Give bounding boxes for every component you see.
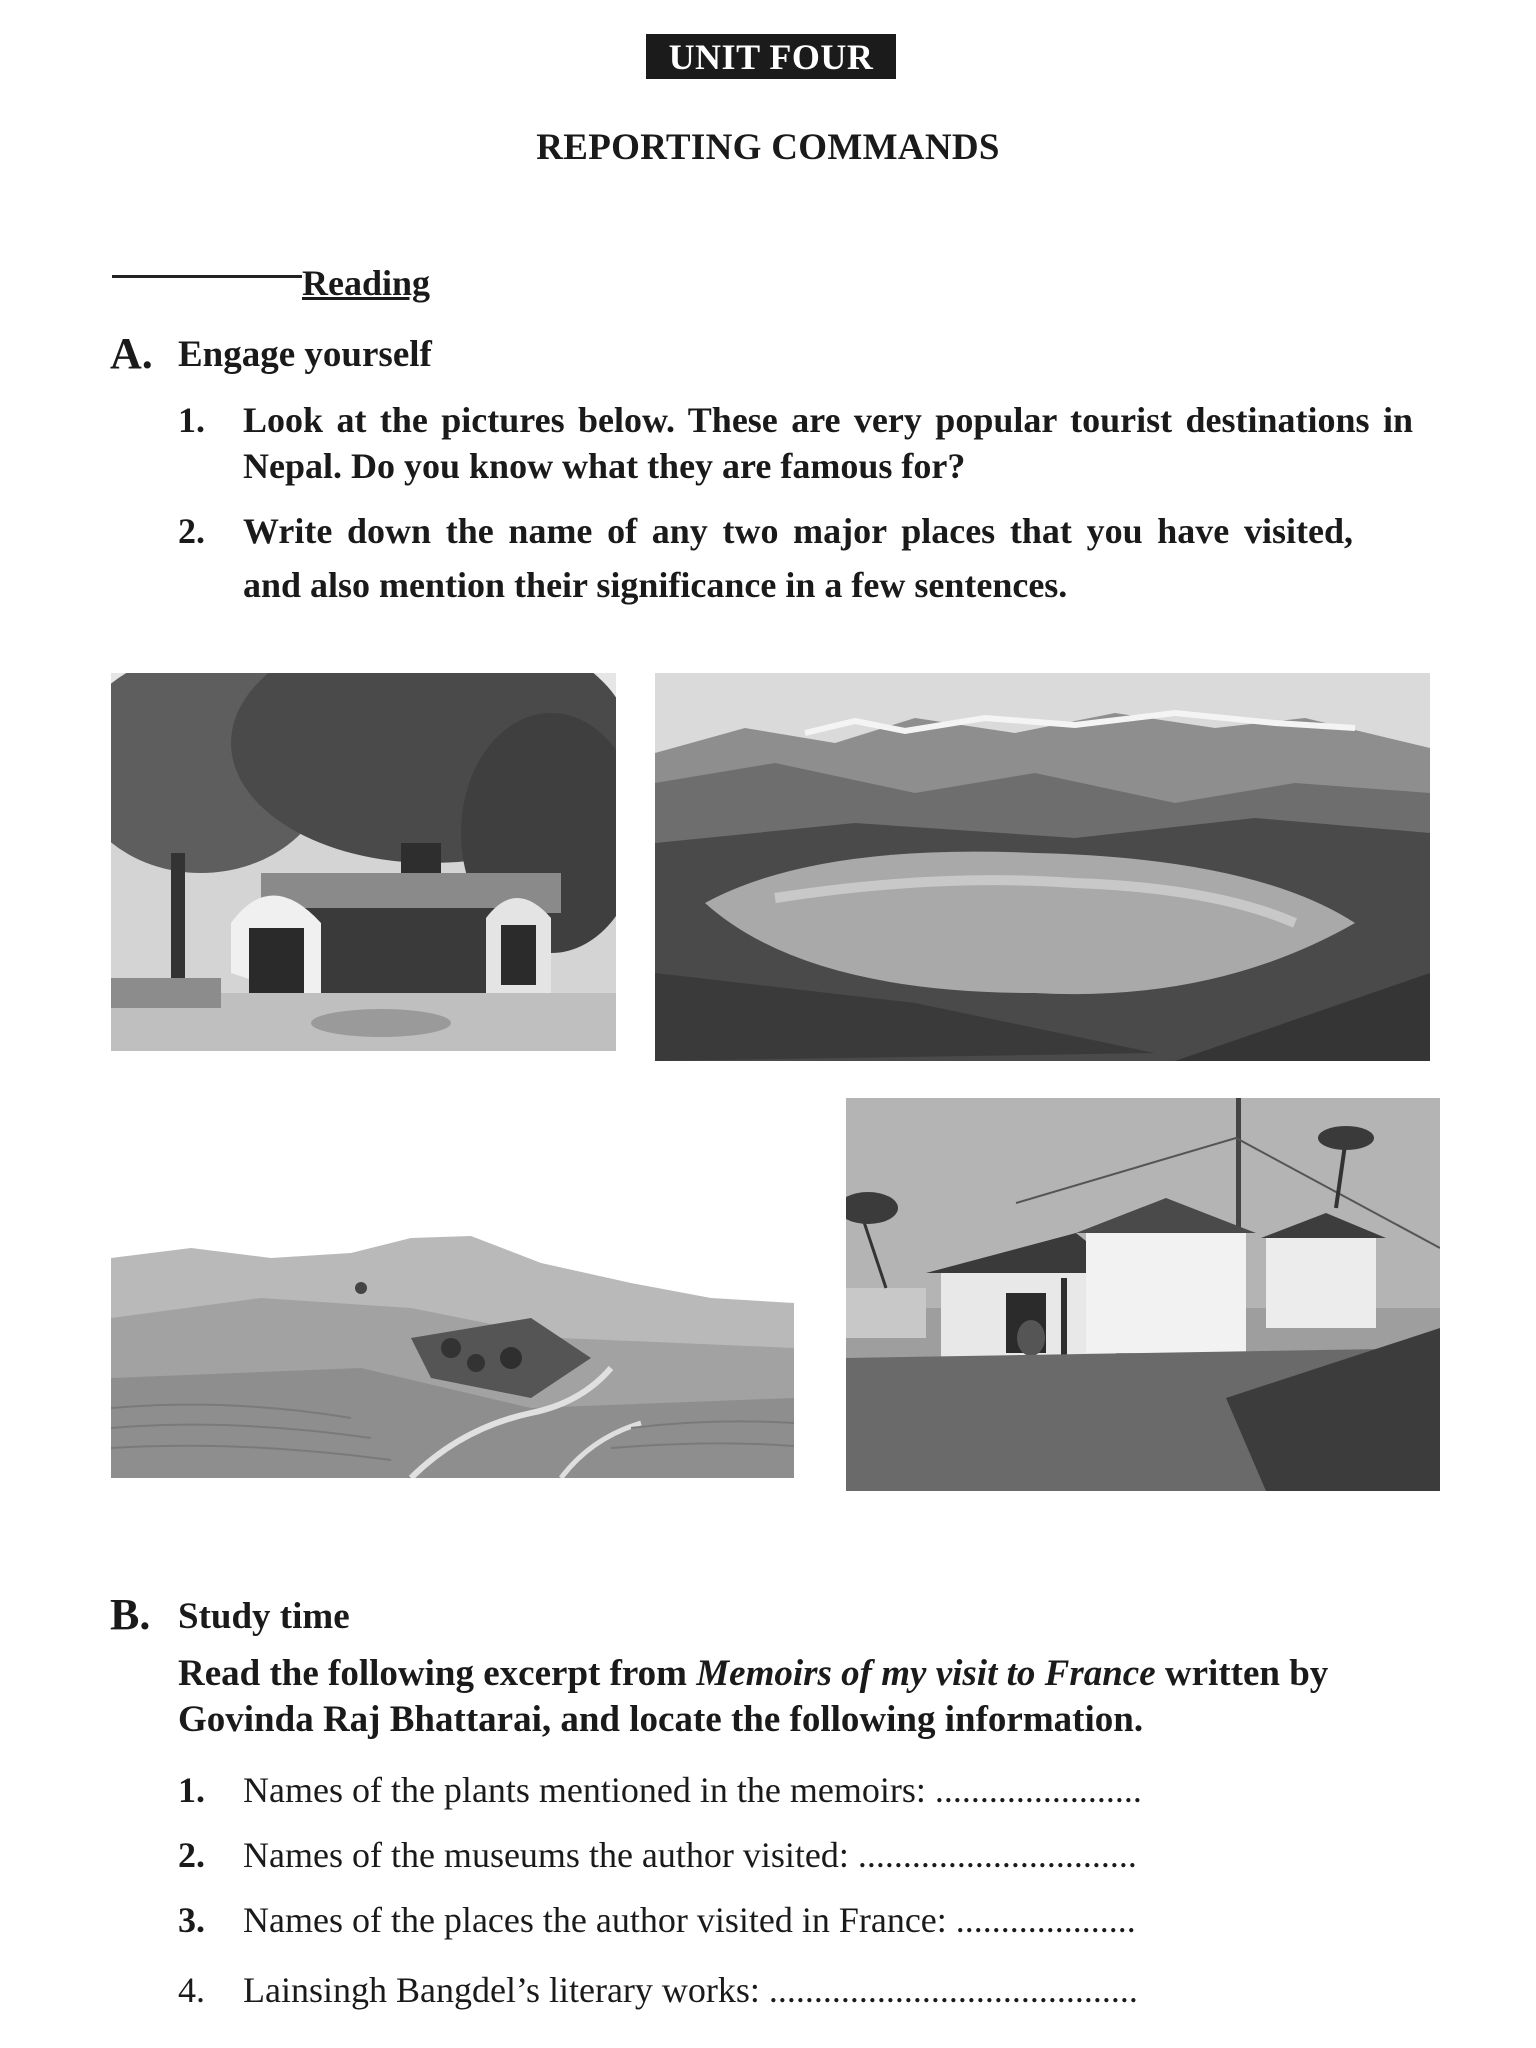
item-line: Nepal. Do you know what they are famous for?	[243, 446, 966, 486]
section-a-letter: A.	[110, 329, 153, 378]
study-item-1	[178, 1767, 1328, 1813]
section-a-title: Engage yourself	[178, 334, 432, 375]
item-text: Names of the museums the author visited: ...............................	[243, 1835, 1137, 1875]
intro-text: Read the following excerpt from	[178, 1653, 697, 1694]
section-b-title: Study time	[178, 1596, 350, 1637]
item-text: Lainsingh Bangdel’s literary works: .........................................	[243, 1970, 1138, 2010]
study-item-4	[178, 1967, 1328, 2013]
intro-line-2: Govinda Raj Bhattarai, and locate the following information.	[178, 1699, 1144, 1740]
photo-temple-trees	[111, 673, 616, 1051]
page-title: REPORTING COMMANDS	[536, 127, 1000, 168]
photo-mountain-lake	[655, 673, 1430, 1061]
section-heading-reading: Reading	[302, 263, 431, 303]
engage-item-1	[178, 397, 1413, 489]
study-intro	[178, 1651, 1373, 1743]
study-item-3	[178, 1897, 1328, 1943]
book-title: Memoirs of my visit to France	[696, 1653, 1156, 1694]
item-line: Look at the pictures below. These are very popular tourist destinations in	[243, 400, 1413, 440]
study-item-2	[178, 1832, 1328, 1878]
unit-badge: UNIT FOUR	[646, 34, 896, 79]
intro-text: written by	[1155, 1653, 1329, 1694]
item-number: 3.	[178, 1900, 205, 1940]
photo-hilltop-temple	[846, 1098, 1440, 1491]
item-number: 2.	[178, 1835, 205, 1875]
section-b-letter: B.	[110, 1590, 151, 1639]
item-number: 4.	[178, 1970, 205, 2010]
item-number: 1.	[178, 1770, 205, 1810]
engage-item-2	[178, 508, 1413, 612]
item-text: Names of the plants mentioned in the memoirs: .......................	[243, 1770, 1142, 1810]
item-number: 1.	[178, 400, 205, 440]
item-text: Names of the places the author visited in France: ....................	[243, 1900, 1136, 1940]
photo-tea-hills	[111, 1228, 794, 1478]
item-line: Write down the name of any two major places that you have visited,	[243, 511, 1353, 551]
item-line: and also mention their significance in a few sentences.	[243, 565, 1068, 605]
item-number: 2.	[178, 511, 205, 551]
heading-rule	[112, 275, 302, 278]
